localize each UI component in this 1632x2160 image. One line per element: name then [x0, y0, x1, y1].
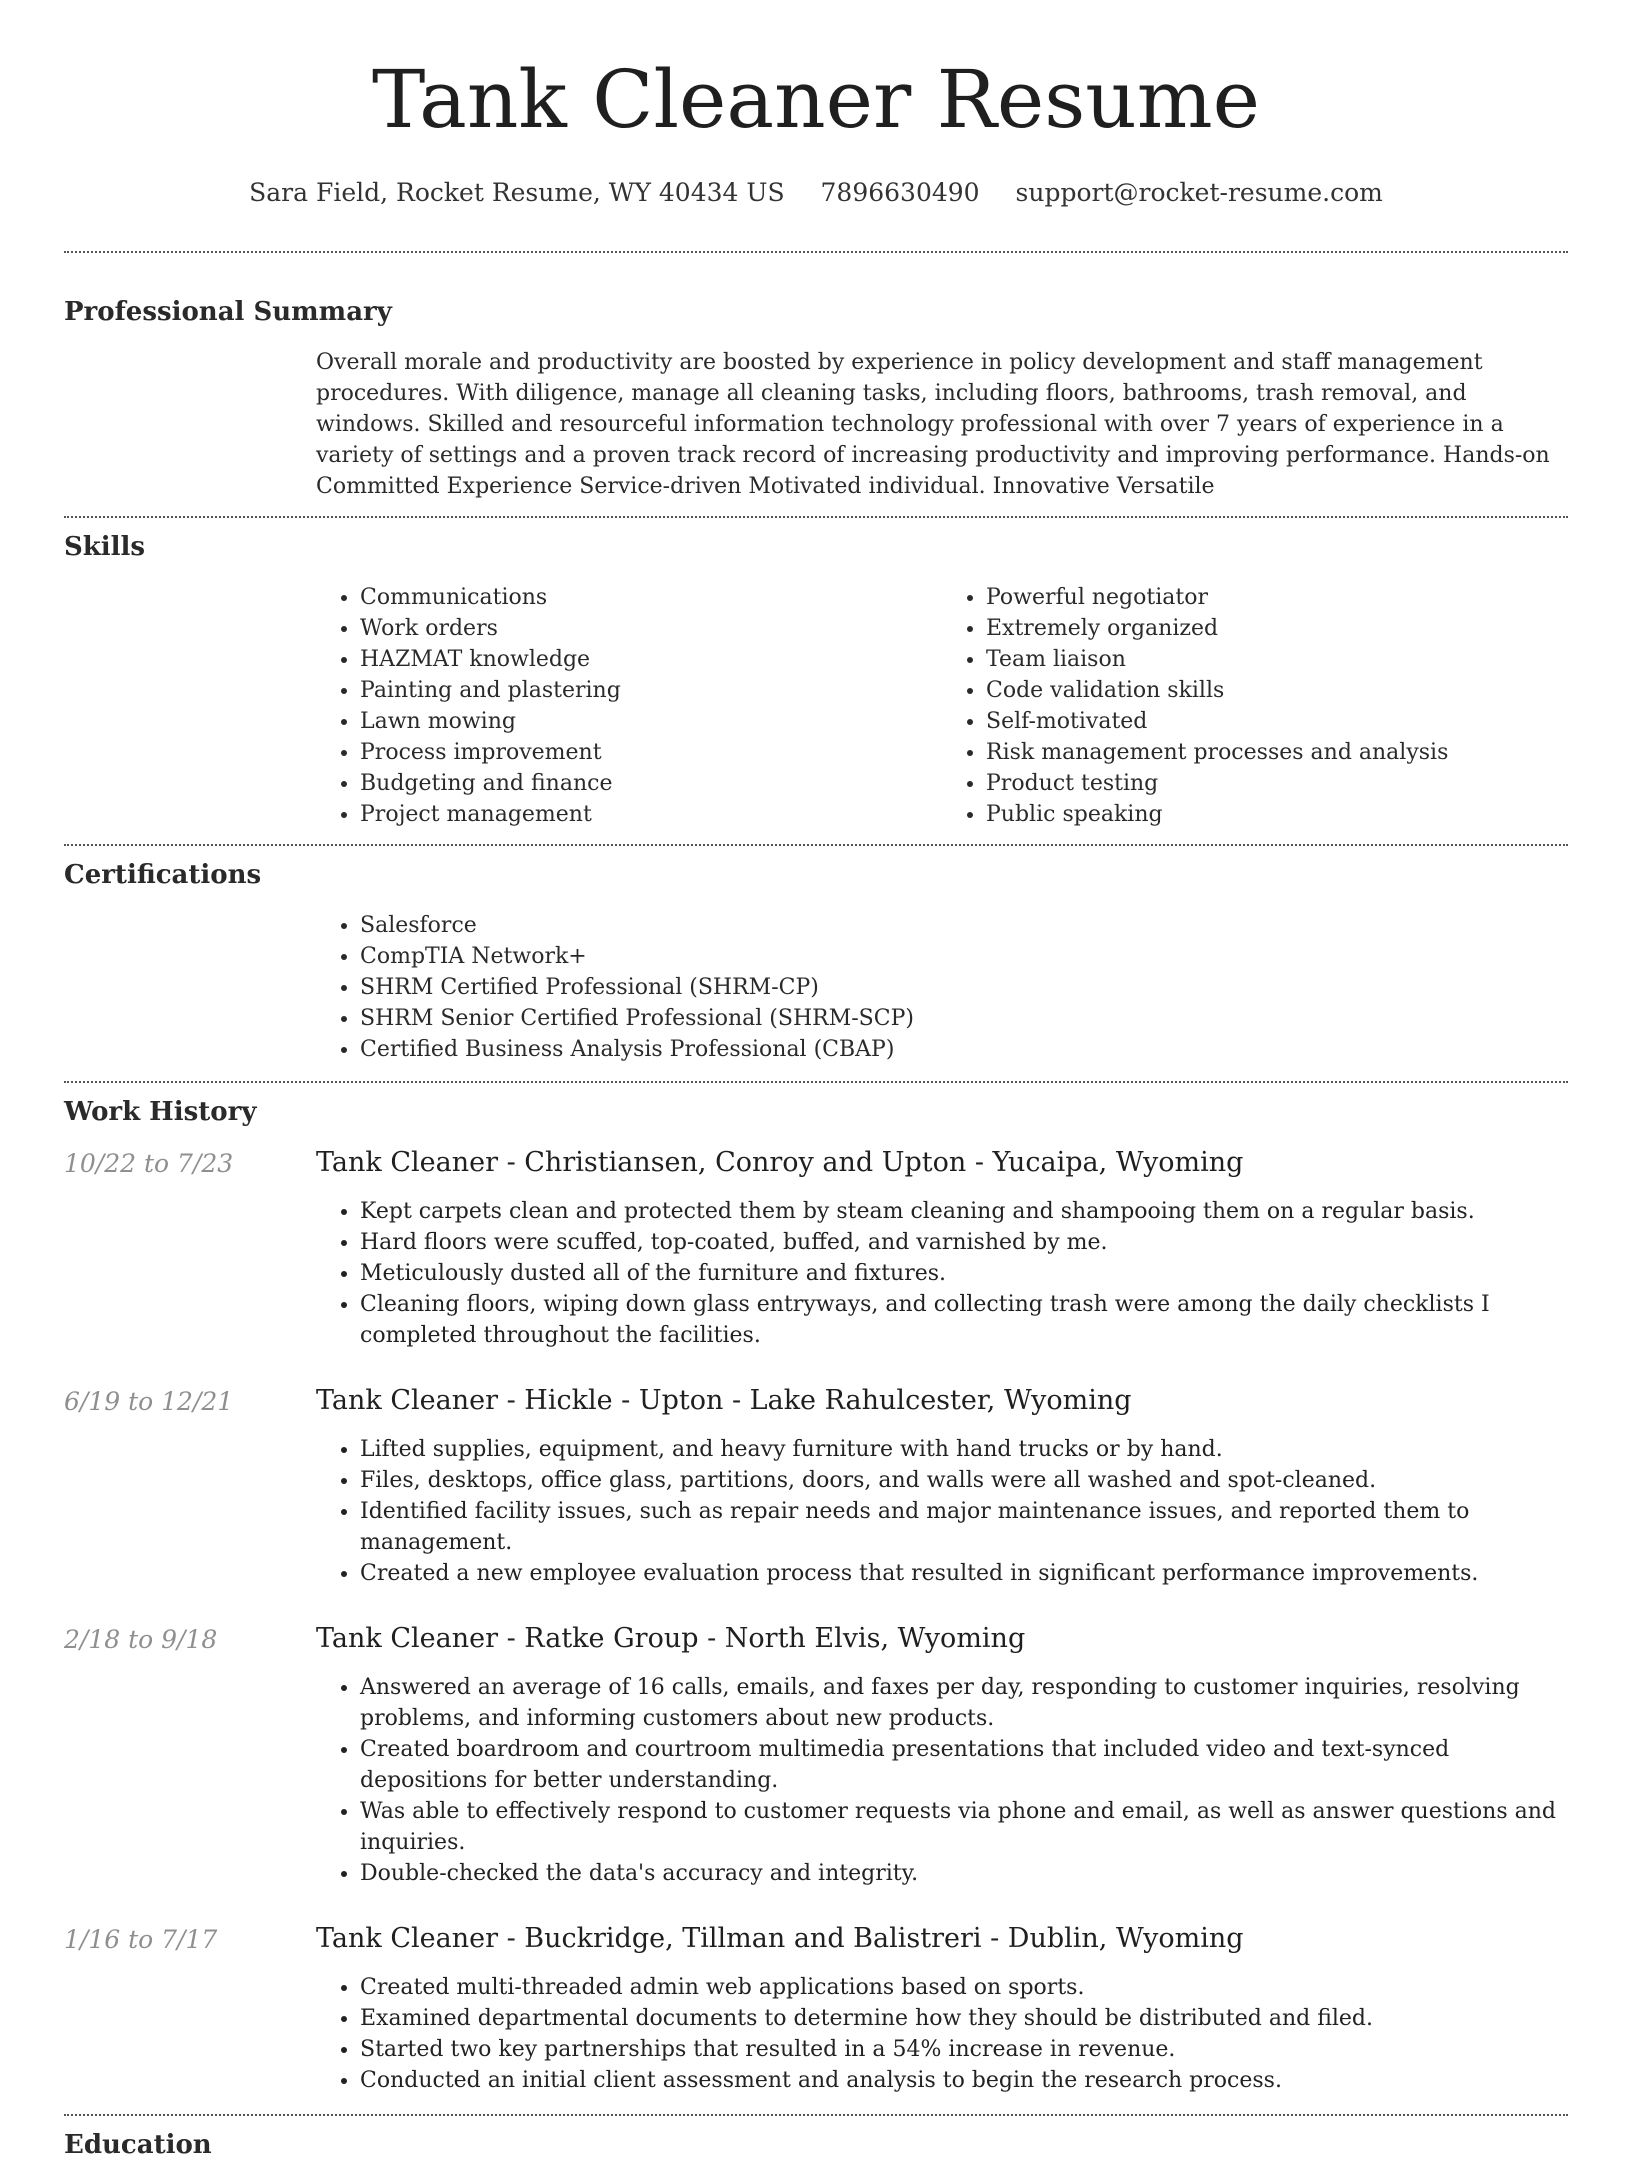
- list-item: • Work orders: [360, 613, 942, 644]
- job-title: Tank Cleaner - Ratke Group - North Elvis, Wyoming: [316, 1623, 1026, 1654]
- list-item: • Self-motivated: [986, 706, 1568, 737]
- list-item: • Created a new employee evaluation process that resulted in significant performance improvements.: [360, 1558, 1568, 1589]
- skills-list-left: [316, 582, 942, 830]
- list-item: • HAZMAT knowledge: [360, 644, 942, 675]
- skills-section: [64, 518, 1568, 830]
- list-item: • Files, desktops, office glass, partitions, doors, and walls were all washed and spot-cleaned.: [360, 1465, 1568, 1496]
- contact-email: support@rocket-resume.com: [1015, 178, 1383, 207]
- list-item: • Risk management processes and analysis: [986, 737, 1568, 768]
- list-item: • Started two key partnerships that resulted in a 54% increase in revenue.: [360, 2034, 1568, 2065]
- skills-grid: [316, 582, 1568, 830]
- contact-address: Sara Field, Rocket Resume, WY 40434 US: [249, 178, 785, 207]
- list-item: • Product testing: [986, 768, 1568, 799]
- job-dates: 6/19 to 12/21: [64, 1387, 234, 1416]
- section-heading-certifications: Certifications: [64, 860, 262, 890]
- job-bullets: [316, 1672, 1568, 1889]
- certifications-list: [316, 910, 1568, 1065]
- list-item: • Salesforce: [360, 910, 1568, 941]
- list-item: • Cleaning floors, wiping down glass entryways, and collecting trash were among the daily checklists I completed throughout the facilities.: [360, 1289, 1568, 1351]
- page-title: Tank Cleaner Resume: [371, 53, 1260, 146]
- certifications-section: [64, 846, 1568, 1065]
- list-item: • Conducted an initial client assessment and analysis to begin the research process.: [360, 2065, 1568, 2096]
- job-title: Tank Cleaner - Christiansen, Conroy and Upton - Yucaipa, Wyoming: [316, 1147, 1244, 1178]
- job-dates: 1/16 to 7/17: [64, 1925, 218, 1954]
- job-dates: 2/18 to 9/18: [64, 1625, 218, 1654]
- list-item: • Kept carpets clean and protected them by steam cleaning and shampooing them on a regular basis.: [360, 1196, 1568, 1227]
- list-item: • Code validation skills: [986, 675, 1568, 706]
- job-bullets: [316, 1434, 1568, 1589]
- summary-text: Overall morale and productivity are boosted by experience in policy development and staff management procedures. With diligence, manage all cleaning tasks, including floors, bathrooms, trash removal, and windows. Skilled and resourceful information technology professional with over 7 years of experience in a variety of settings and a proven track record of increasing productivity and improving performance. Hands-on Committed Experience Service-driven Motivated individual. Innovative Versatile: [316, 350, 1550, 499]
- list-item: • Identified facility issues, such as repair needs and major maintenance issues, and reported them to management.: [360, 1496, 1568, 1558]
- summary-section: [64, 253, 1568, 502]
- section-heading-work-history: Work History: [64, 1097, 257, 1127]
- list-item: • Budgeting and finance: [360, 768, 942, 799]
- contact-line: [64, 180, 1568, 205]
- job-title: Tank Cleaner - Hickle - Upton - Lake Rahulcester, Wyoming: [316, 1385, 1132, 1416]
- contact-phone: 7896630490: [820, 178, 980, 207]
- section-heading-education: Education: [64, 2130, 212, 2160]
- list-item: • Painting and plastering: [360, 675, 942, 706]
- list-item: • Was able to effectively respond to customer requests via phone and email, as well as answer questions and inquiries.: [360, 1796, 1568, 1858]
- job-entry: [64, 1387, 1568, 1589]
- list-item: • Examined departmental documents to determine how they should be distributed and filed.: [360, 2003, 1568, 2034]
- list-item: • Created boardroom and courtroom multimedia presentations that included video and text-synced depositions for better understanding.: [360, 1734, 1568, 1796]
- list-item: • Lawn mowing: [360, 706, 942, 737]
- job-title: Tank Cleaner - Buckridge, Tillman and Balistreri - Dublin, Wyoming: [316, 1923, 1244, 1954]
- education-section: [64, 2116, 1568, 2158]
- job-dates: 10/22 to 7/23: [64, 1149, 234, 1178]
- list-item: • Powerful negotiator: [986, 582, 1568, 613]
- list-item: • SHRM Certified Professional (SHRM-CP): [360, 972, 1568, 1003]
- list-item: • Lifted supplies, equipment, and heavy furniture with hand trucks or by hand.: [360, 1434, 1568, 1465]
- section-heading-skills: Skills: [64, 532, 146, 562]
- list-item: • SHRM Senior Certified Professional (SHRM-SCP): [360, 1003, 1568, 1034]
- skills-list-right: [942, 582, 1568, 830]
- job-bullets: [316, 1196, 1568, 1351]
- section-heading-summary: Professional Summary: [64, 297, 392, 327]
- list-item: • Team liaison: [986, 644, 1568, 675]
- list-item: • Process improvement: [360, 737, 942, 768]
- list-item: • Communications: [360, 582, 942, 613]
- list-item: • Created multi-threaded admin web applications based on sports.: [360, 1972, 1568, 2003]
- work-history-section: [64, 1083, 1568, 2096]
- job-entry: [64, 1625, 1568, 1889]
- list-item: • Hard floors were scuffed, top-coated, buffed, and varnished by me.: [360, 1227, 1568, 1258]
- list-item: • Meticulously dusted all of the furniture and fixtures.: [360, 1258, 1568, 1289]
- job-entry: [64, 1925, 1568, 2096]
- list-item: • Certified Business Analysis Professional (CBAP): [360, 1034, 1568, 1065]
- list-item: • Double-checked the data's accuracy and integrity.: [360, 1858, 1568, 1889]
- job-entry: [64, 1149, 1568, 1351]
- list-item: • Answered an average of 16 calls, emails, and faxes per day, responding to customer inquiries, resolving problems, and informing customers about new products.: [360, 1672, 1568, 1734]
- list-item: • Project management: [360, 799, 942, 830]
- list-item: • Extremely organized: [986, 613, 1568, 644]
- job-bullets: [316, 1972, 1568, 2096]
- list-item: • CompTIA Network+: [360, 941, 1568, 972]
- list-item: • Public speaking: [986, 799, 1568, 830]
